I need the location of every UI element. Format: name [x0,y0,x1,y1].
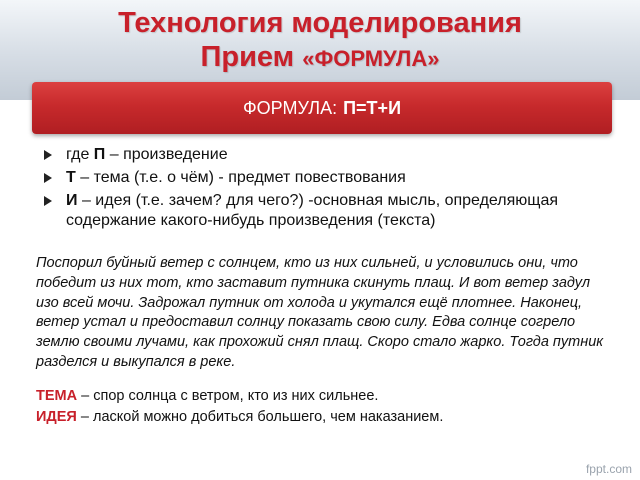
idea-text: – лаской можно добиться большего, чем наказанием. [76,409,444,425]
list-item [40,191,625,231]
bullet-prefix: где [66,146,94,163]
bullet-key: И [66,192,78,209]
theme-label: ТЕМА [36,388,78,404]
title-line-2-main: Прием [200,41,295,73]
formula-label: ФОРМУЛА: [242,98,338,118]
formula-bar [32,82,612,134]
bullet-key: П [93,146,106,163]
formula-equation: П=Т+И [343,98,402,118]
list-item [40,168,625,188]
title-line-2 [0,40,640,76]
story-text: Поспорил буйный ветер с солнцем, кто из них сильней, и условились они, что победит из них тот, кто заставит путника скинуть плащ. И вот ветер задул изо всей мочи. Задрожал путник от холода и укутался ещё плотнее. Наконец, ветер устал и предоставил солнцу показать свою силу. Едва солнце согрело землю своими лучами, как прохожий снял плащ. Скоро стало жарко. Тогда путник разделся и выкупался в реке. [36,255,604,370]
title-line-2-quoted: «ФОРМУЛА» [302,46,440,71]
theme-text: – спор солнца с ветром, кто из них сильнее. [77,388,379,404]
bullet-arrow-icon [44,173,52,183]
definition-list [40,145,625,234]
idea-line [36,409,626,425]
bullet-text: – произведение [105,146,228,163]
bullet-key: Т [66,169,76,186]
bullet-arrow-icon [44,196,52,206]
theme-line [36,388,626,404]
bullet-text: – идея (т.е. зачем? для чего?) -основная мысль, определяющая содержание какого-нибудь произведения (текста) [66,192,559,229]
title-line-1: Технология моделирования [118,7,522,39]
watermark: fppt.com [585,462,632,476]
bullet-arrow-icon [44,150,52,160]
idea-label: ИДЕЯ [36,409,77,425]
slide-title [0,6,640,76]
bullet-text: – тема (т.е. о чём) - предмет повествования [75,169,406,186]
list-item [40,145,625,165]
